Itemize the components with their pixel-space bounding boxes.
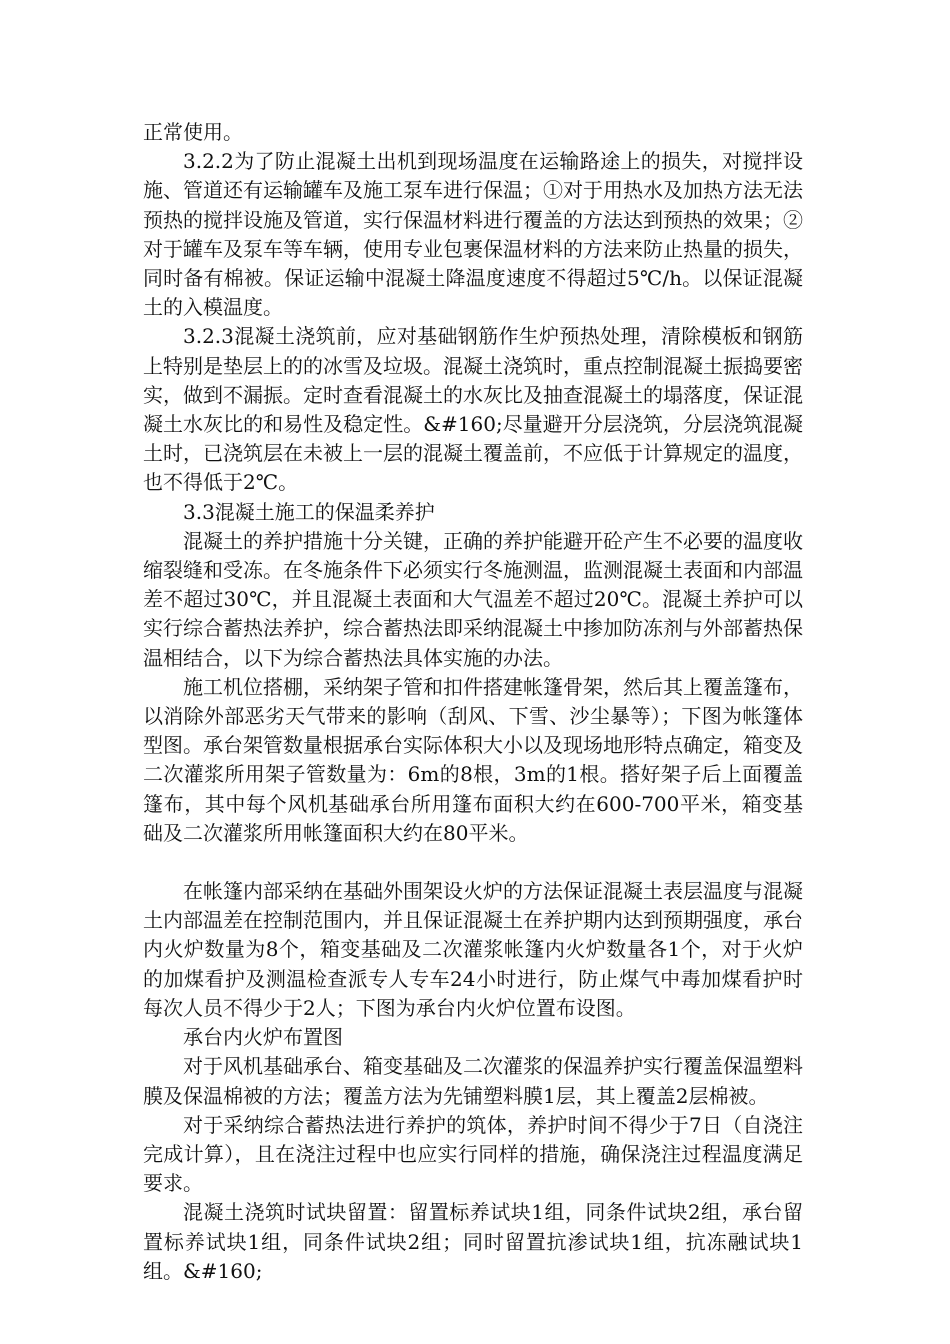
paragraph-continuation: 正常使用。	[143, 120, 243, 144]
paragraph-test-blocks: 混凝土浇筑时试块留置：留置标养试块1组，同条件试块2组，承台留置标养试块1组，同条件试块2组；同时留置抗渗试块1组，抗冻融试块1组。&#160;	[143, 1200, 803, 1283]
paragraph-tent-setup: 施工机位搭棚，采纳架子管和扣件搭建帐篷骨架，然后其上覆盖篷布，以消除外部恶劣天气带来的影响（刮风、下雪、沙尘暴等）；下图为帐篷体型图。承台架管数量根据承台实际体积大小以及现场地形特点确定，箱变及二次灌浆所用架子管数量为：6m的8根，3m的1根。搭好架子后上面覆盖篷布，其中每个风机基础承台所用篷布面积大约在600-700平米，箱变基础及二次灌浆所用帐篷面积大约在80平米。	[143, 674, 803, 845]
figure-caption: 承台内火炉布置图	[183, 1025, 343, 1050]
paragraph-covering-method: 对于风机基础承台、箱变基础及二次灌浆的保温养护实行覆盖保温塑料膜及保温棉被的方法；覆盖方法为先铺塑料膜1层，其上覆盖2层棉被。	[143, 1054, 803, 1108]
paragraph-curing-duration: 对于采纳综合蓄热法进行养护的筑体，养护时间不得少于7日（自浇注完成计算），且在浇注过程中也应实行同样的措施，确保浇注过程温度满足要求。	[143, 1112, 803, 1196]
paragraph-3-2-2: 3.2.2为了防止混凝土出机到现场温度在运输路途上的损失，对搅拌设施、管道还有运输罐车及施工泵车进行保温；①对于用热水及加热方法无法预热的搅拌设施及管道，实行保温材料进行覆盖的方法达到预热的效果；②对于罐车及泵车等车辆，使用专业包裹保温材料的方法来防止热量的损失，同时备有棉被。保证运输中混凝土降温度速度不得超过5℃/h。以保证混凝土的入模温度。	[143, 149, 803, 320]
paragraph-stove-heating: 在帐篷内部采纳在基础外围架设火炉的方法保证混凝土表层温度与混凝土内部温差在控制范围内，并且保证混凝土在养护期内达到预期强度，承台内火炉数量为8个，箱变基础及二次灌浆帐篷内火炉数量各1个，对于火炉的加煤看护及测温检查派专人专车24小时进行，防止煤气中毒加煤看护时每次人员不得少于2人；下图为承台内火炉位置布设图。	[143, 879, 803, 1020]
paragraph-3-2-3: 3.2.3混凝土浇筑前，应对基础钢筋作生炉预热处理，清除模板和钢筋上特别是垫层上的的冰雪及垃圾。混凝土浇筑时，重点控制混凝土振捣要密实，做到不漏振。定时查看混凝土的水灰比及抽查混凝土的塌落度，保证混凝土水灰比的和易性及稳定性。&#160;尽量避开分层浇筑，分层浇筑混凝土时，已浇筑层在未被上一层的混凝土覆盖前，不应低于计算规定的温度，也不得低于2℃。	[143, 324, 803, 495]
paragraph-curing-measures: 混凝土的养护措施十分关键，正确的养护能避开砼产生不必要的温度收缩裂缝和受冻。在冬施条件下必须实行冬施测温，监测混凝土表面和内部温差不超过30℃，并且混凝土表面和大气温差不超过20℃。混凝土养护可以实行综合蓄热法养护，综合蓄热法即采纳混凝土中掺加防冻剂与外部蓄热保温相结合，以下为综合蓄热法具体实施的办法。	[143, 528, 803, 670]
document-body	[143, 118, 803, 1286]
section-heading-3-3: 3.3混凝土施工的保温柔养护	[183, 499, 435, 524]
